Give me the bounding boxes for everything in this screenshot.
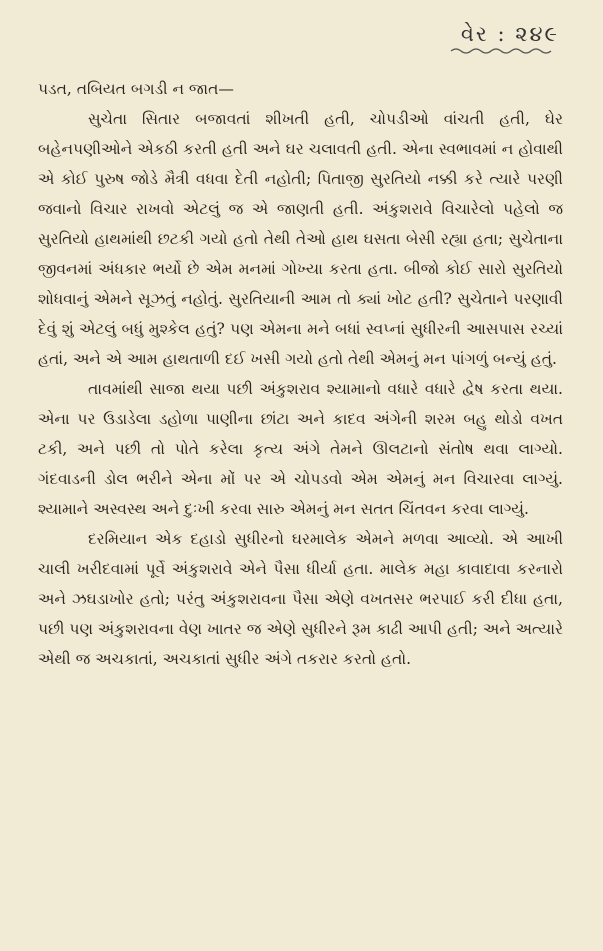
paragraph: દરમિયાન એક દહાડો સુધીરનો ઘરમાલેક એમને મળવા આવ્યો. એ આખી ચાલી ખરીદવામાં પૂર્વે અંકુશરાવે એને પૈસા ધીર્યા હતા. માલેક મહા કાવાદાવા કરનારો અને ઝઘડાખોર હતો; પરંતુ અંકુશરાવના પૈસા એણે વખતસર ભરપાઈ કરી દીધા હતા, પછી પણ અંકુશરાવના વેણ ખાતર જ એણે સુધીરને રૂમ કાઢી આપી હતી; અને અત્યારે એથી જ અચકાતાં, અચકાતાં સુધીર અંગે તકરાર કરતો હતો. — [38, 530, 564, 668]
decorative-wavy-rule — [449, 47, 559, 55]
body-text — [38, 74, 563, 674]
page-header — [38, 22, 563, 74]
paragraph: તાવમાંથી સાજા થયા પછી અંકુશરાવ શ્યામાનો વધારે વધારે દ્વેષ કરતા થયા. એના પર ઉડાડેલા ડહોળા પાણીના છાંટા અને કાદવ અંગેની શરમ બહુ થોડો વખત ટકી, અને પછી તો પોતે કરેલા કૃત્ય અંગે તેમને ઊલટાનો સંતોષ થવા લાગ્યો. ગંદવાડની ડોલ ભરીને એના મોં પર એ ચોપડવો એમ એમનું મન વિચારવા લાગ્યું. શ્યામાને અસ્વસ્થ અને દુઃખી કરવા સારુ એમનું મન સતત ચિંતવન કરવા લાગ્યું. — [38, 380, 563, 518]
page-number: વેર : ૨૪૯ — [460, 22, 559, 46]
paragraph: સુચેતા સિતાર બજાવતાં શીખતી હતી, ચોપડીઓ વાંચતી હતી, ઘેર બહેનપણીઓને એકઠી કરતી હતી અને ઘર ચલાવતી હતી. એના સ્વભાવમાં ન હોવાથી એ કોઈ પુરુષ જોડે મૈત્રી વધવા દેતી નહોતી; પિતાજી સુરતિયો નક્કી કરે ત્યારે પરણી જવાનો વિચાર રાખવો એટલું જ એ જાણતી હતી. અંકુશરાવે વિચારેલો પહેલો જ સુરતિયો હાથમાંથી છટકી ગયો હતો તેથી તેઓ હાથ ઘસતા બેસી રહ્યા હતા; સુચેતાના જીવનમાં અંધકાર ભર્યો છે એમ મનમાં ગોખ્યા કરતા હતા. બીજો કોઈ સારો સુરતિયો શોધવાનું એમને સૂઝતું નહોતું. સુરતિયાની આમ તો ક્યાં ખોટ હતી? સુચેતાને પરણાવી દેવું શું એટલું બધું મુશ્કેલ હતું? પણ એમના મને બધાં સ્વપ્નાં સુધીરની આસપાસ રચ્યાં હતાં, અને એ આમ હાથતાળી દઈ ખસી ગયો હતો તેથી એમનું મન પાંગળું બન્યું હતું. — [38, 110, 563, 368]
paragraph-continuation: પડત, તબિયત બગડી ન જાત— — [38, 80, 234, 98]
